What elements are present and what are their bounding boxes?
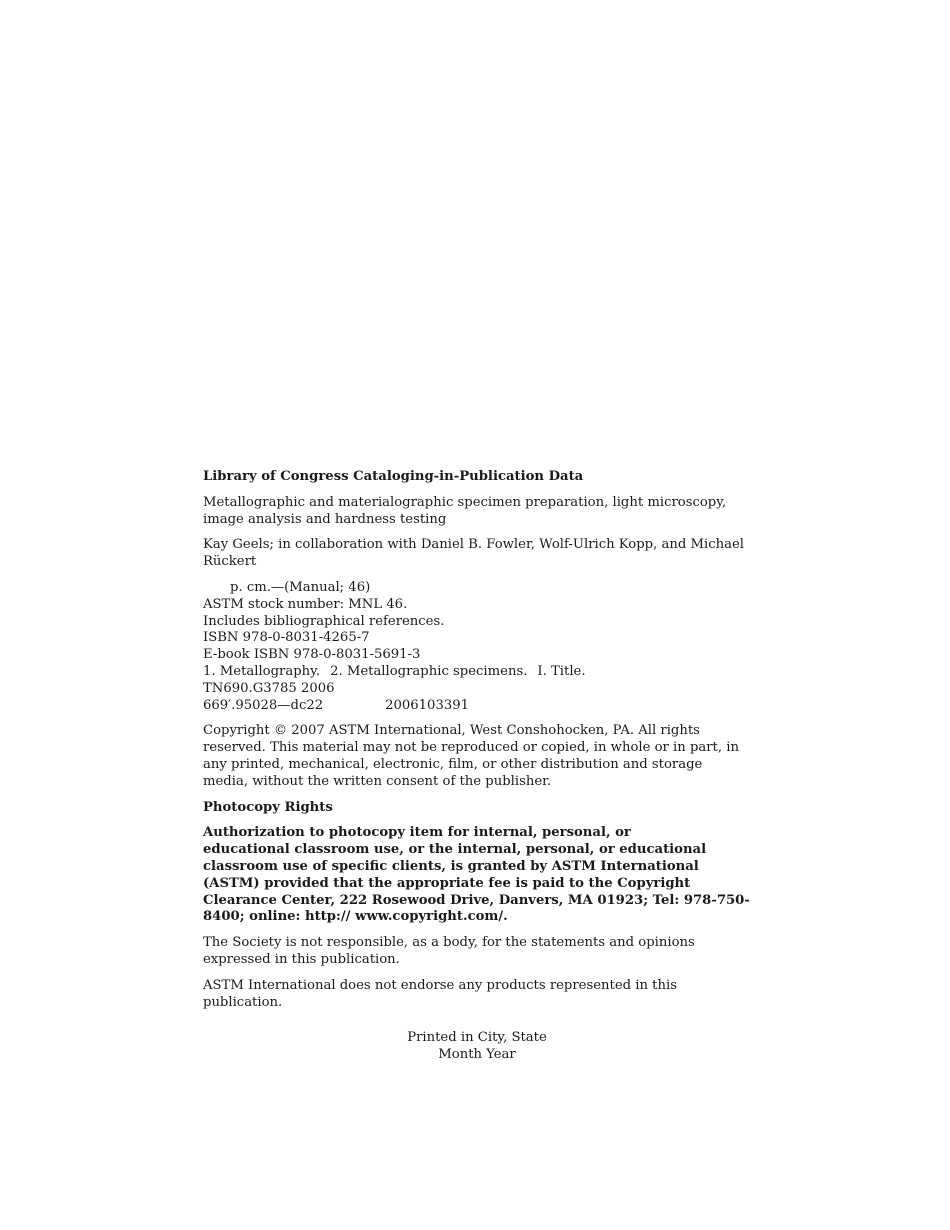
book-title: Metallographic and materialographic specimen preparation, light microscopy, image analysis and hardness testing (203, 494, 727, 527)
ebook-isbn: E-book ISBN 978-0-8031-5691-3 (203, 647, 421, 663)
photocopy-first-line: Authorization to photocopy item for internal, personal, or (203, 825, 631, 841)
photocopy-heading: Photocopy Rights (203, 799, 333, 815)
dewey-row (203, 698, 751, 715)
subject-2: 2. Metallographic specimens. (330, 663, 528, 679)
printed-location: Printed in City, State (407, 1030, 547, 1046)
book-authors: Kay Geels; in collaboration with Daniel B. Fowler, Wolf-Ulrich Kopp, and Michael Rückert (203, 537, 744, 570)
lc-classification: TN690.G3785 2006 (203, 680, 335, 696)
subject-3: I. Title. (537, 663, 586, 679)
responsibility-disclaimer: The Society is not responsible, as a body, for the statements and opinions expressed in this publication. (203, 935, 695, 967)
bibliography-note: Includes bibliographical references. (203, 613, 445, 629)
subject-headings (203, 664, 751, 681)
dewey-number: 669′.95028—dc22 (203, 697, 324, 713)
pages-series: p. cm.—(Manual; 46) (230, 579, 371, 595)
copyright-notice: Copyright © 2007 ASTM International, West Conshohocken, PA. All rights reserved. This material may not be reproduced or copied, in whole or in part, in any printed, mechanical, electronic, film, or other distribution and storage media, without the written consent of the publisher. (203, 723, 739, 789)
isbn: ISBN 978-0-8031-4265-7 (203, 630, 370, 646)
printing-info (203, 1029, 751, 1063)
stock-number: ASTM stock number: MNL 46. (203, 596, 408, 612)
lccn: 2006103391 (385, 697, 470, 713)
photocopy-body: educational classroom use, or the internal, personal, or educational classroom use of specific clients, is granted by ASTM International (ASTM) provided that the appropriate fee is paid to the Copyright Clearance Center, 222 Rosewood Drive, Danvers, MA 01923; Tel: 978-750-8400; online: http:// www.copyright.com/. (203, 842, 750, 925)
subject-1: 1. Metallography. (203, 663, 321, 679)
endorsement-disclaimer: ASTM International does not endorse any products represented in this publication. (203, 977, 677, 1010)
cip-heading: Library of Congress Cataloging-in-Publication Data (203, 469, 584, 484)
printed-date: Month Year (438, 1047, 516, 1063)
photocopy-authorization (203, 825, 751, 926)
cip-record (203, 580, 751, 714)
copyright-page (203, 469, 751, 1063)
